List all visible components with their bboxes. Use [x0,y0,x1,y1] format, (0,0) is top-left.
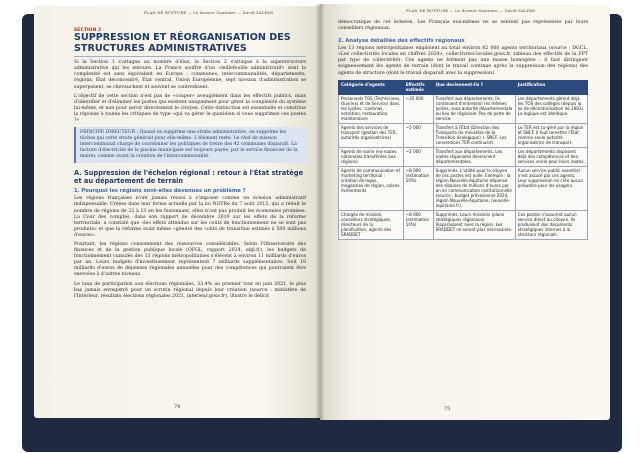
left-page [34,6,320,418]
table-cell: Supprimés. L'utilité pour le citoyen de ces postes est nulle. Exemple : la région Nouvelle-Aquitaine dépense des dizaines de millions d'euros par an en communication institutionnelle (source : budget prévisionnel 2024, région Nouvelle-Aquitaine, nouvelle-aquitaine.fr). [433,166,515,210]
table-cell: Personnels TOS (Techniciens, Ouvriers et de Service) dans les lycées : cantines, entretien, restauration, maintenance [339,94,404,123]
analysis-paragraph: Les 13 régions métropolitaines emploient au total environ 82 000 agents territoriaux (source : DGCL, «Les collectivités locales en chiffres 2024», collectivites-locales.gouv.fr, tableau des effectifs de la FPT par type de collectivité). Ces agents ne forment pas une masse homogène : il faut distinguer soigneusement les agents de terrain (dont le travail continue après la suppression des régions) des agents de structure (dont le travail disparaît avec la suppression). [338,46,588,76]
table-header-cell: Justification [515,80,587,94]
table-header-cell: Que deviennent-ils ? [433,80,515,94]
table-header-cell: Effectifs estimés [403,80,433,94]
table-cell: Transfert aux départements. Ils continuent d'entretenir les mêmes lycées, sous autorité départementale au lieu de régionale. Pas de perte de service. [433,94,515,123]
table-cell: ~5 000 [403,123,433,147]
principle-callout: PRINCIPE DIRECTEUR : Quand on supprime une strate administrative, on supprime les tâches qui cette strate générait pour elle-même. L'élément reste. Le chef de mission intercommunal chargé de coordonner les politiques de treize des 42 communes disparaît. La facture d'électricité de la piscine municipale est toujours payée, par le service financier de la mairie, comme avant la création de l'intercommunalité. [74,127,306,163]
table-row [339,123,588,147]
body-paragraph-2: Pourtant, les régions consomment des ressources considérables. Selon l'Observatoire des finances et de la gestion publique locale (OFGL, rapport 2024, ofgl.fr), les budgets de fonctionnement cumulés des 13 régions métropolitaines s'élèvent à environ 11 milliards d'euros par an. Leurs budgets d'investissement représentent 7 milliards supplémentaires. Soit 18 milliards d'euros de dépenses régionales annuelles pour des compétences qui pourraient être exercées à d'autres niveaux. [74,241,306,278]
table-row [339,210,588,239]
section-title: SUPPRESSION ET RÉORGANISATION DES STRUCTURES ADMINISTRATIVES [74,32,291,54]
table-cell: Transfert à l'État (Direction des Transports du ministère de la Transition écologique) + SNCF. Les conventions TER continuent. [433,123,515,147]
right-page-number: 75 [444,406,451,412]
title-rule [74,56,306,57]
table-row [339,147,588,166]
heading-a: A. Suppression de l'échelon régional : retour à l'État stratège et au département de terrain [74,169,304,185]
right-content [338,20,588,240]
body-paragraph-3: Le taux de participation aux élections régionales, 33,4% au premier tour en juin 2021, le plus bas jamais enregistré pour un scrutin régional depuis leur création (source : ministère de l'Intérieur, résultats élections régionales 2021, interieur.gouv.fr), illustre le déficit [74,281,306,299]
table-row [339,94,588,123]
left-running-header: PLAN DE RUPTURE — Le dossier Sanitaire — David SALFAN [144,10,274,15]
book-gutter [316,4,324,420]
effectifs-table [338,80,588,240]
table-cell: ~8 000 (estimation 10%) [403,166,433,210]
section-label: SECTION 2 [74,28,102,33]
table-cell: Agents des services de transport (gestion des TER, autorités organisatrices) [339,123,404,147]
table-cell: Chargés de mission, conseillers stratégiques, directeurs de la planification, agents des SRADDET [339,210,404,239]
left-content [74,28,306,303]
subheading-1: 1. Pourquoi les régions sont-elles devenues un problème ? [74,188,246,195]
table-cell: Supprimés. Leurs missions (plans stratégiques régionaux) disparaissent avec la région. Les SRADDET ne seront plus nécessaires. [433,210,515,239]
table-cell: ~2 000 [403,147,433,166]
table-cell: Le TER est co-géré par la région et SNCF. Il faut remettre l'État comme seule autorité organisatrice de transport. [515,123,587,147]
top-paragraph: démocratique de cet échelon. Les Français eux-mêmes ne se sentent pas représentés par leurs conseillers régionaux. [338,20,588,32]
body-paragraph-1: Les régions françaises n'ont jamais réussi à s'imposer comme un échelon administratif indispensable. Créées dans leur forme actuelle par la loi NOTRe du 7 août 2015, qui a réduit le nombre de régions de 22 à 13 en les fusionnant, elles n'ont pas produit les économies promises. La Cour des comptes, dans son rapport de décembre 2019 sur les effets de la réforme territoriale, a constaté que «les effets attendus sur les coûts de fonctionnement ne se sont pas produits» et que la réforme avait même «généré des coûts de transition estimés à 500 millions d'euros». [74,196,306,238]
table-cell: ~35 000 [403,94,433,123]
table-cell: Transfert aux départements. Les routes régionales deviennent départementales. [433,147,515,166]
table-cell: Agents de voirie (ex-routes nationales transférées aux régions) [339,147,404,166]
table-cell: Les départements gèrent déjà les TOS des collèges (depuis la loi de décentralisation de 1983). La logique est identique. [515,94,587,123]
table-cell: ~8 000 (estimation 10%) [403,210,433,239]
table-row [339,166,588,210]
subheading-2: 2. Analyse détaillée des effectifs régionaux [338,38,465,45]
right-page [320,4,610,420]
table-cell: Ces postes n'assurent aucun service direct au citoyen. Ils produisent des documents stratégiques internes à la structure régionale. [515,210,587,239]
table-cell: Les départements disposent déjà des compétences et des services voirie pour leurs routes. [515,147,587,166]
intro-paragraph-2: L'objectif de cette section n'est pas de «couper» aveuglément dans les effectifs publics, mais d'identifier et d'éliminer les postes qui existent uniquement pour gérer la complexité du système lui-même, et non pour servir directement le citoyen. Cette distinction est essentielle et constitue la réponse à toutes les critiques de type «qui va gérer le quotidien si vous supprimez ces postes ?» [74,93,306,124]
table-cell: Agents de communication et marketing territorial : création de logos, magazines de région, salons, événements [339,166,404,210]
intro-paragraph-1: Si la Section 1 s'attaque au nombre d'élus, la Section 2 s'attaque à la superstructure administrative qui les entoure. La France souffre d'un «millefeuille administratif» dont la complexité est sans équivalent en Europe : communes, intercommunalités, départements, régions, État déconcentré, État central, Union Européenne, sept niveaux d'administration se superposent, se chevauchent et souvent se contredisent. [74,60,306,90]
table-cell: Aucun service public essentiel n'est assuré par ces agents. Leur suppression ne crée aucun préjudice pour les usagers. [515,166,587,210]
right-running-header: PLAN DE RUPTURE — Le dossier Sanitaire — David SALFAN [406,8,536,13]
left-page-number: 74 [174,404,181,410]
table-header-row [339,80,588,94]
table-header-cell: Catégorie d'agents [339,80,404,94]
